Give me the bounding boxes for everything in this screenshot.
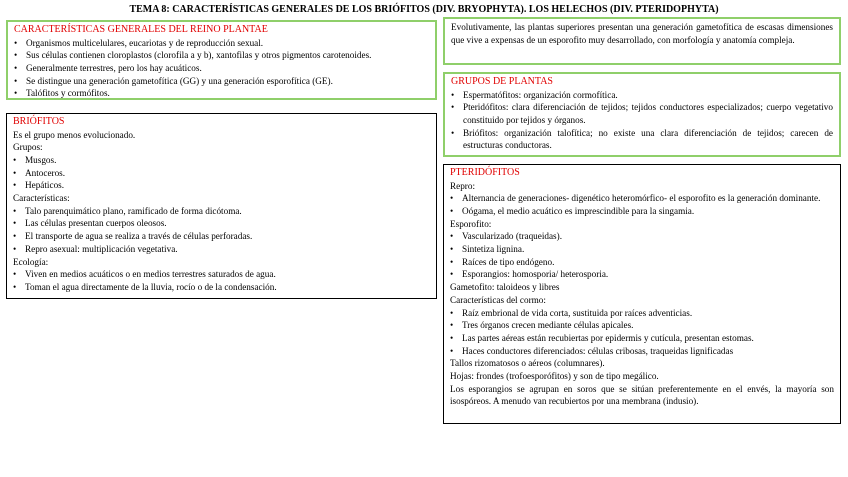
briofitos-eco-list bbox=[13, 268, 430, 293]
list-item: • Haces conductores diferenciados: células cribosas, traqueidas lignificadas bbox=[450, 345, 834, 358]
pteridofitos-esporofito-label: Esporofito: bbox=[450, 218, 492, 229]
briofitos-caract-list bbox=[13, 205, 430, 256]
briofitos-box bbox=[6, 113, 437, 299]
list-item: • Sus células contienen cloroplastos (clorofila a y b), xantofilas y otros pigmentos carotenoides. bbox=[14, 49, 429, 62]
evolutivamente-box bbox=[443, 17, 841, 65]
pteridofitos-box bbox=[443, 164, 841, 424]
list-item: • Antoceros. bbox=[13, 167, 430, 180]
pteridofitos-heading: PTERIDÓFITOS bbox=[450, 167, 520, 178]
list-item: • Talófitos y cormófitos. bbox=[14, 87, 429, 100]
caracteristicas-list bbox=[14, 37, 429, 101]
grupos-list bbox=[451, 89, 833, 153]
list-item: • Las células presentan cuerpos oleosos. bbox=[13, 217, 430, 230]
list-item: • Se distingue una generación gametofítica (GG) y una generación esporofítica (GE). bbox=[14, 75, 429, 88]
page-title: TEMA 8: CARACTERÍSTICAS GENERALES DE LOS BRIÓFITOS (DIV. BRYOPHYTA). LOS HELECHOS (DIV. PTERIDOPHYTA) bbox=[129, 4, 719, 15]
briofitos-grupos-label: Grupos: bbox=[13, 142, 43, 153]
briofitos-intro: Es el grupo menos evolucionado. bbox=[13, 129, 136, 140]
caracteristicas-box bbox=[6, 20, 437, 100]
list-item: • Pteridófitos: clara diferenciación de tejidos; tejidos conductores especializados; cuerpo vegetativo constituido por tejidos y órganos. bbox=[451, 101, 833, 126]
list-item: • Organismos multicelulares, eucariotas y de reproducción sexual. bbox=[14, 37, 429, 50]
list-item: • Musgos. bbox=[13, 154, 430, 167]
pteridofitos-hojas: Hojas: frondes (trofoesporófitos) y son de tipo megálico. bbox=[450, 371, 659, 382]
pteridofitos-esporangios: Los esporangios se agrupan en soros que se sitúan preferentemente en el envés, la mayoría son isospóreos. A menudo van recubiertos por una membrana (indusio). bbox=[450, 383, 834, 407]
list-item: • Esporangios: homosporia/ heterosporia. bbox=[450, 268, 834, 281]
list-item: • Raíz embrional de vida corta, sustituida por raíces adventicias. bbox=[450, 307, 834, 320]
pteridofitos-tallos: Tallos rizomatosos o aéreos (columnares). bbox=[450, 358, 605, 369]
list-item: • Talo parenquimático plano, ramificado de forma dicótoma. bbox=[13, 205, 430, 218]
list-item: • Toman el agua directamente de la lluvia, rocío o de la condensación. bbox=[13, 281, 430, 294]
list-item: • Alternancia de generaciones- digenético heteromórfico- el esporofito es la generación dominante. bbox=[450, 192, 834, 205]
briofitos-grupos-list bbox=[13, 154, 430, 192]
pteridofitos-gametofito: Gametofito: taloideos y libres bbox=[450, 282, 560, 293]
pteridofitos-cormo-label: Características del cormo: bbox=[450, 294, 546, 305]
list-item: • Sintetiza lignina. bbox=[450, 243, 834, 256]
list-item: • Espermatófitos: organización cormofítica. bbox=[451, 89, 833, 102]
evolutivamente-text: Evolutivamente, las plantas superiores presentan una generación gametofítica de escasas dimensiones que vive a expensas de un esporofito muy desarrollado, con morfología y anatomía compleja. bbox=[451, 22, 833, 45]
briofitos-caract-label: Características: bbox=[13, 193, 70, 204]
pteridofitos-cormo-list bbox=[450, 307, 834, 358]
briofitos-eco-label: Ecología: bbox=[13, 256, 49, 267]
caracteristicas-heading: CARACTERÍSTICAS GENERALES DEL REINO PLANTAE bbox=[14, 24, 268, 35]
pteridofitos-esporofito-list bbox=[450, 230, 834, 281]
list-item: • Las partes aéreas están recubiertas por epidermis y cutícula, presentan estomas. bbox=[450, 332, 834, 345]
list-item: • Repro asexual: multiplicación vegetativa. bbox=[13, 243, 430, 256]
list-item: • El transporte de agua se realiza a través de células perforadas. bbox=[13, 230, 430, 243]
list-item: • Briófitos: organización talofítica; no existe una clara diferenciación de tejidos; carecen de estructuras conductoras. bbox=[451, 127, 833, 152]
grupos-heading: GRUPOS DE PLANTAS bbox=[451, 76, 553, 87]
grupos-box bbox=[443, 72, 841, 157]
list-item: • Oógama, el medio acuático es imprescindible para la singamia. bbox=[450, 205, 834, 218]
list-item: • Raíces de tipo endógeno. bbox=[450, 256, 834, 269]
list-item: • Viven en medios acuáticos o en medios terrestres saturados de agua. bbox=[13, 268, 430, 281]
briofitos-heading: BRIÓFITOS bbox=[13, 116, 65, 127]
list-item: • Vascularizado (traqueidas). bbox=[450, 230, 834, 243]
list-item: • Hepáticos. bbox=[13, 179, 430, 192]
pteridofitos-repro-list bbox=[450, 192, 834, 217]
pteridofitos-repro-label: Repro: bbox=[450, 180, 476, 191]
list-item: • Generalmente terrestres, pero los hay acuáticos. bbox=[14, 62, 429, 75]
list-item: • Tres órganos crecen mediante células apicales. bbox=[450, 319, 834, 332]
